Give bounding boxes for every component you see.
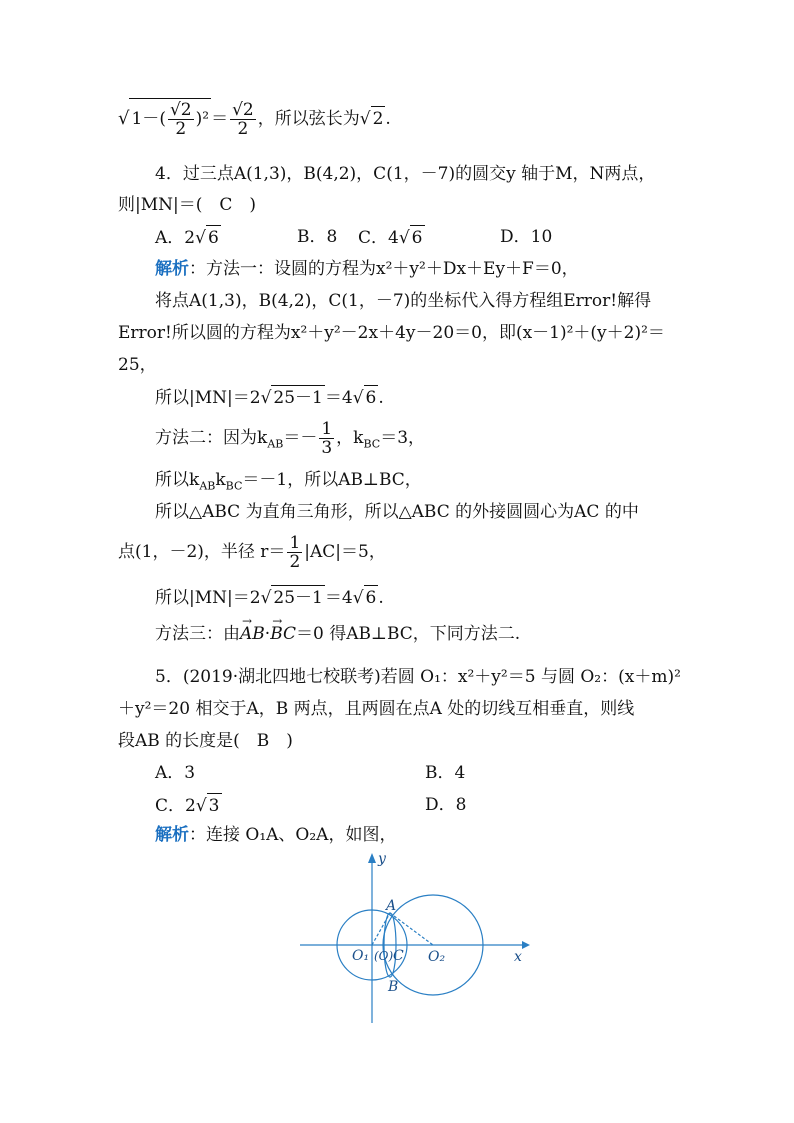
y-axis-arrow: [368, 853, 376, 863]
label-a: A: [386, 898, 397, 914]
q4-method2-d: 点(1，－2)，半径 r＝ $\frac{1}{2}$ |AC|＝5，: [118, 533, 386, 572]
q5-analysis: 解析：连接 O₁A、O₂A，如图，: [155, 825, 397, 845]
label-o1: O₁: [352, 948, 370, 964]
q5-choice-d: D．8: [425, 795, 467, 815]
q4-method2: 方法二：因为$k_{AB}=-$ $\frac{1}{3}$ ，$k_{BC}=3$，: [155, 419, 426, 458]
line-chord-length: √ 1－( $\frac{√2}{2}$ )²＝ $\frac{√2}{2}$ ，所以弦长为√ 2 .: [118, 100, 391, 139]
q5-stem-3: 段AB 的长度是( B ): [118, 731, 293, 751]
q4-method1-b: 将点A(1,3)，B(4,2)，C(1，－7)的坐标代入得方程组Error!解得: [155, 291, 652, 311]
q4-method2-c: 所以△ABC 为直角三角形，所以△ABC 的外接圆圆心为AC 的中: [155, 502, 639, 522]
q4-stem-2: 则|MN|＝( C ): [118, 195, 257, 215]
q4-method2-b: 所以$k_{AB}k_{BC}=-1$，所以AB⊥BC，: [155, 470, 422, 493]
x-axis-arrow: [522, 941, 530, 949]
q5-choice-c: C．2√ 3: [155, 793, 222, 818]
q4-method3: 方法三：由→ AB·→ BC＝0 得AB⊥BC，下同方法二.: [155, 622, 520, 646]
q4-result-2: 所以|MN|＝2√ 25－1 ＝4√ 6 .: [155, 585, 384, 610]
q4-choice-a: A．2√ 6: [155, 225, 221, 250]
q4-method1: 解析：方法一：设圆的方程为x²＋y²＋Dx＋Ey＋F＝0，: [155, 259, 579, 279]
label-y: y: [378, 853, 386, 867]
q5-stem-2: ＋y²＝20 相交于A，B 两点，且两圆在点A 处的切线互相垂直，则线: [118, 699, 635, 719]
q4-choice-b: B．8: [297, 227, 338, 247]
label-o: (O): [374, 949, 394, 963]
q5-choice-b: B．4: [425, 763, 466, 783]
q5-stem-1: 5．(2019·湖北四地七校联考)若圆 O₁：x²＋y²＝5 与圆 O₂：(x＋m)²: [155, 667, 681, 687]
label-b: B: [388, 979, 399, 995]
q4-result-1: 所以|MN|＝2√ 25－1 ＝4√ 6 .: [155, 385, 384, 410]
q4-choice-d: D．10: [500, 227, 553, 247]
q5-choice-a: A．3: [155, 763, 196, 783]
label-c: C: [393, 948, 404, 964]
line-o1a: [372, 913, 390, 945]
q4-stem-1: 4．过三点A(1,3)，B(4,2)，C(1，－7)的圆交y 轴于M，N两点，: [155, 164, 656, 184]
circles-diagram: [300, 853, 530, 1028]
q4-choice-c: C．4√ 6: [358, 225, 425, 250]
label-o2: O₂: [428, 949, 446, 965]
q4-method1-d: 25，: [118, 355, 157, 375]
q4-method1-c: Error!所以圆的方程为x²＋y²－2x＋4y－20＝0，即(x－1)²＋(y＋2)²＝: [118, 323, 665, 343]
label-x: x: [514, 949, 522, 965]
